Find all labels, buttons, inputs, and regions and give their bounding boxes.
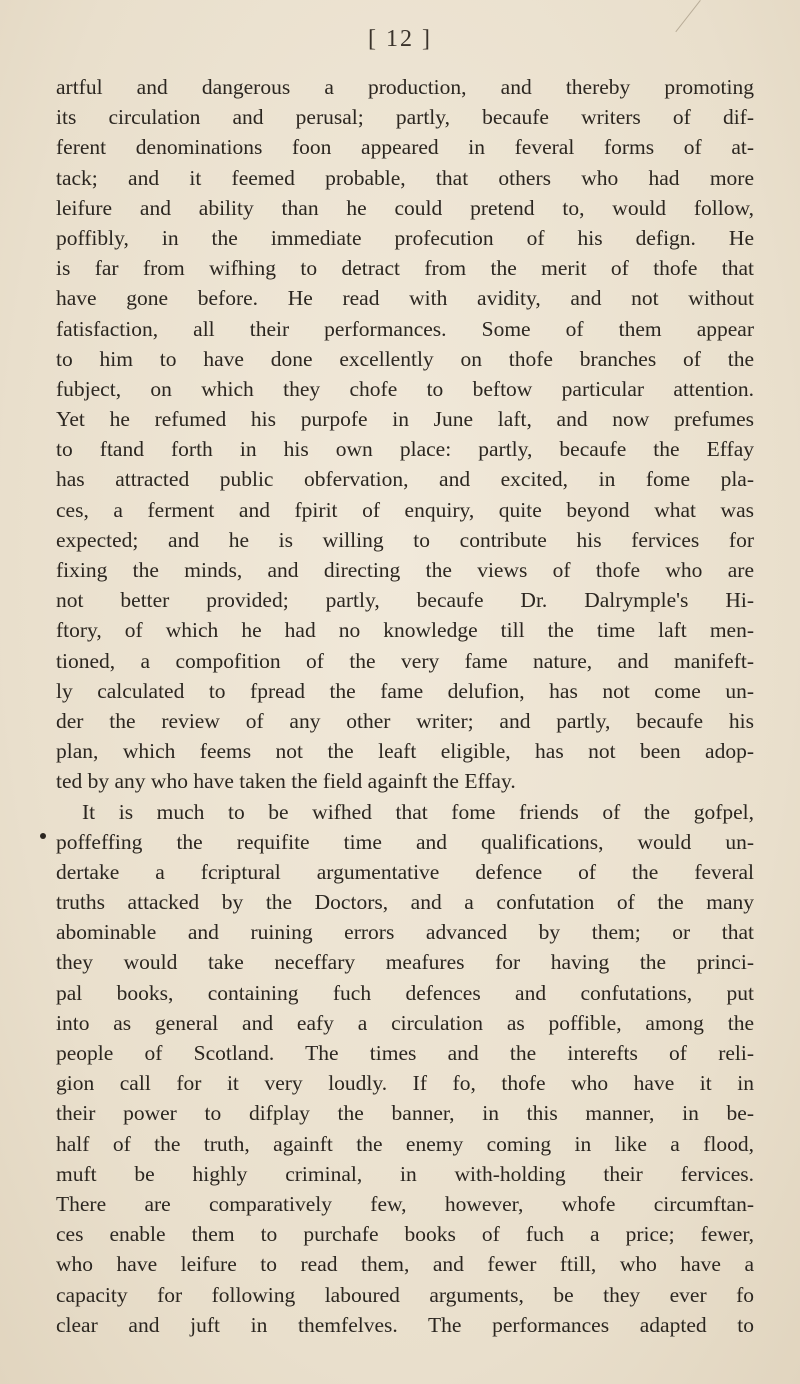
text-line: ftory, of which he had no knowledge till the time laft men- bbox=[56, 618, 754, 643]
text-line: fubject, on which they chofe to beftow particular attention. bbox=[56, 376, 754, 401]
text-line: to ftand forth in his own place: partly, becaufe the Effay bbox=[56, 437, 754, 462]
text-line: leifure and ability than he could pretend to, would follow, bbox=[56, 195, 754, 220]
text-line: expected; and he is willing to contribute his fervices for bbox=[56, 527, 754, 552]
text-line: muft be highly criminal, in with-holding their fervices. bbox=[56, 1161, 754, 1186]
text-line: is far from wifhing to detract from the merit of thofe that bbox=[56, 256, 754, 281]
text-line: half of the truth, againft the enemy coming in like a flood, bbox=[56, 1131, 754, 1156]
text-line: who have leifure to read them, and fewer ftill, who have a bbox=[56, 1252, 754, 1277]
text-line: It is much to be wifhed that fome friends of the gofpel, bbox=[82, 799, 754, 824]
margin-dot bbox=[40, 833, 46, 839]
text-line: they would take neceffary meafures for having the princi- bbox=[56, 950, 754, 975]
text-line: ferent denominations foon appeared in feveral forms of at- bbox=[56, 135, 754, 160]
text-line: ted by any who have taken the field againft the Effay. bbox=[56, 769, 516, 794]
text-line: tioned, a compofition of the very fame nature, and manifeft- bbox=[56, 648, 754, 673]
text-line: Yet he refumed his purpofe in June laft, and now prefumes bbox=[56, 407, 754, 432]
text-line: their power to difplay the banner, in this manner, in be- bbox=[56, 1101, 754, 1126]
text-line: has attracted public obfervation, and excited, in fome pla- bbox=[56, 467, 754, 492]
text-line: gion call for it very loudly. If fo, thofe who have it in bbox=[56, 1071, 754, 1096]
text-line: into as general and eafy a circulation as poffible, among the bbox=[56, 1010, 754, 1035]
text-line: clear and juft in themfelves. The performances adapted to bbox=[56, 1312, 754, 1337]
text-line: poffibly, in the immediate profecution of his defign. He bbox=[56, 225, 754, 250]
text-line: ces enable them to purchafe books of fuch a price; fewer, bbox=[56, 1222, 754, 1247]
body-text bbox=[56, 72, 754, 1340]
text-line: fixing the minds, and directing the views of thofe who are bbox=[56, 558, 754, 582]
text-line: abominable and ruining errors advanced by them; or that bbox=[56, 920, 754, 945]
page-number: [ 12 ] bbox=[368, 26, 432, 52]
text-line: people of Scotland. The times and the interefts of reli- bbox=[56, 1041, 754, 1065]
text-line: capacity for following laboured arguments, be they ever fo bbox=[56, 1282, 754, 1307]
text-line: its circulation and perusal; partly, becaufe writers of dif- bbox=[56, 105, 754, 130]
text-line: poffeffing the requifite time and qualifications, would un- bbox=[56, 829, 754, 854]
text-line: artful and dangerous a production, and thereby promoting bbox=[56, 75, 754, 99]
text-line: not better provided; partly, becaufe Dr. Dalrymple's Hi- bbox=[56, 588, 754, 613]
text-line: to him to have done excellently on thofe branches of the bbox=[56, 346, 754, 371]
text-line: pal books, containing fuch defences and confutations, put bbox=[56, 980, 754, 1005]
text-line: der the review of any other writer; and partly, becaufe his bbox=[56, 708, 754, 733]
text-line: have gone before. He read with avidity, and not without bbox=[56, 286, 754, 311]
text-line: fatisfaction, all their performances. Some of them appear bbox=[56, 316, 754, 341]
text-line: dertake a fcriptural argumentative defence of the feveral bbox=[56, 859, 754, 884]
text-line: ly calculated to fpread the fame delufion, has not come un- bbox=[56, 678, 754, 703]
text-line: ces, a ferment and fpirit of enquiry, quite beyond what was bbox=[56, 497, 754, 522]
text-line: plan, which feems not the leaft eligible, has not been adop- bbox=[56, 739, 754, 764]
text-line: tack; and it feemed probable, that others who had more bbox=[56, 165, 754, 190]
text-line: truths attacked by the Doctors, and a confutation of the many bbox=[56, 890, 754, 915]
text-line: There are comparatively few, however, whofe circumftan- bbox=[56, 1191, 754, 1216]
